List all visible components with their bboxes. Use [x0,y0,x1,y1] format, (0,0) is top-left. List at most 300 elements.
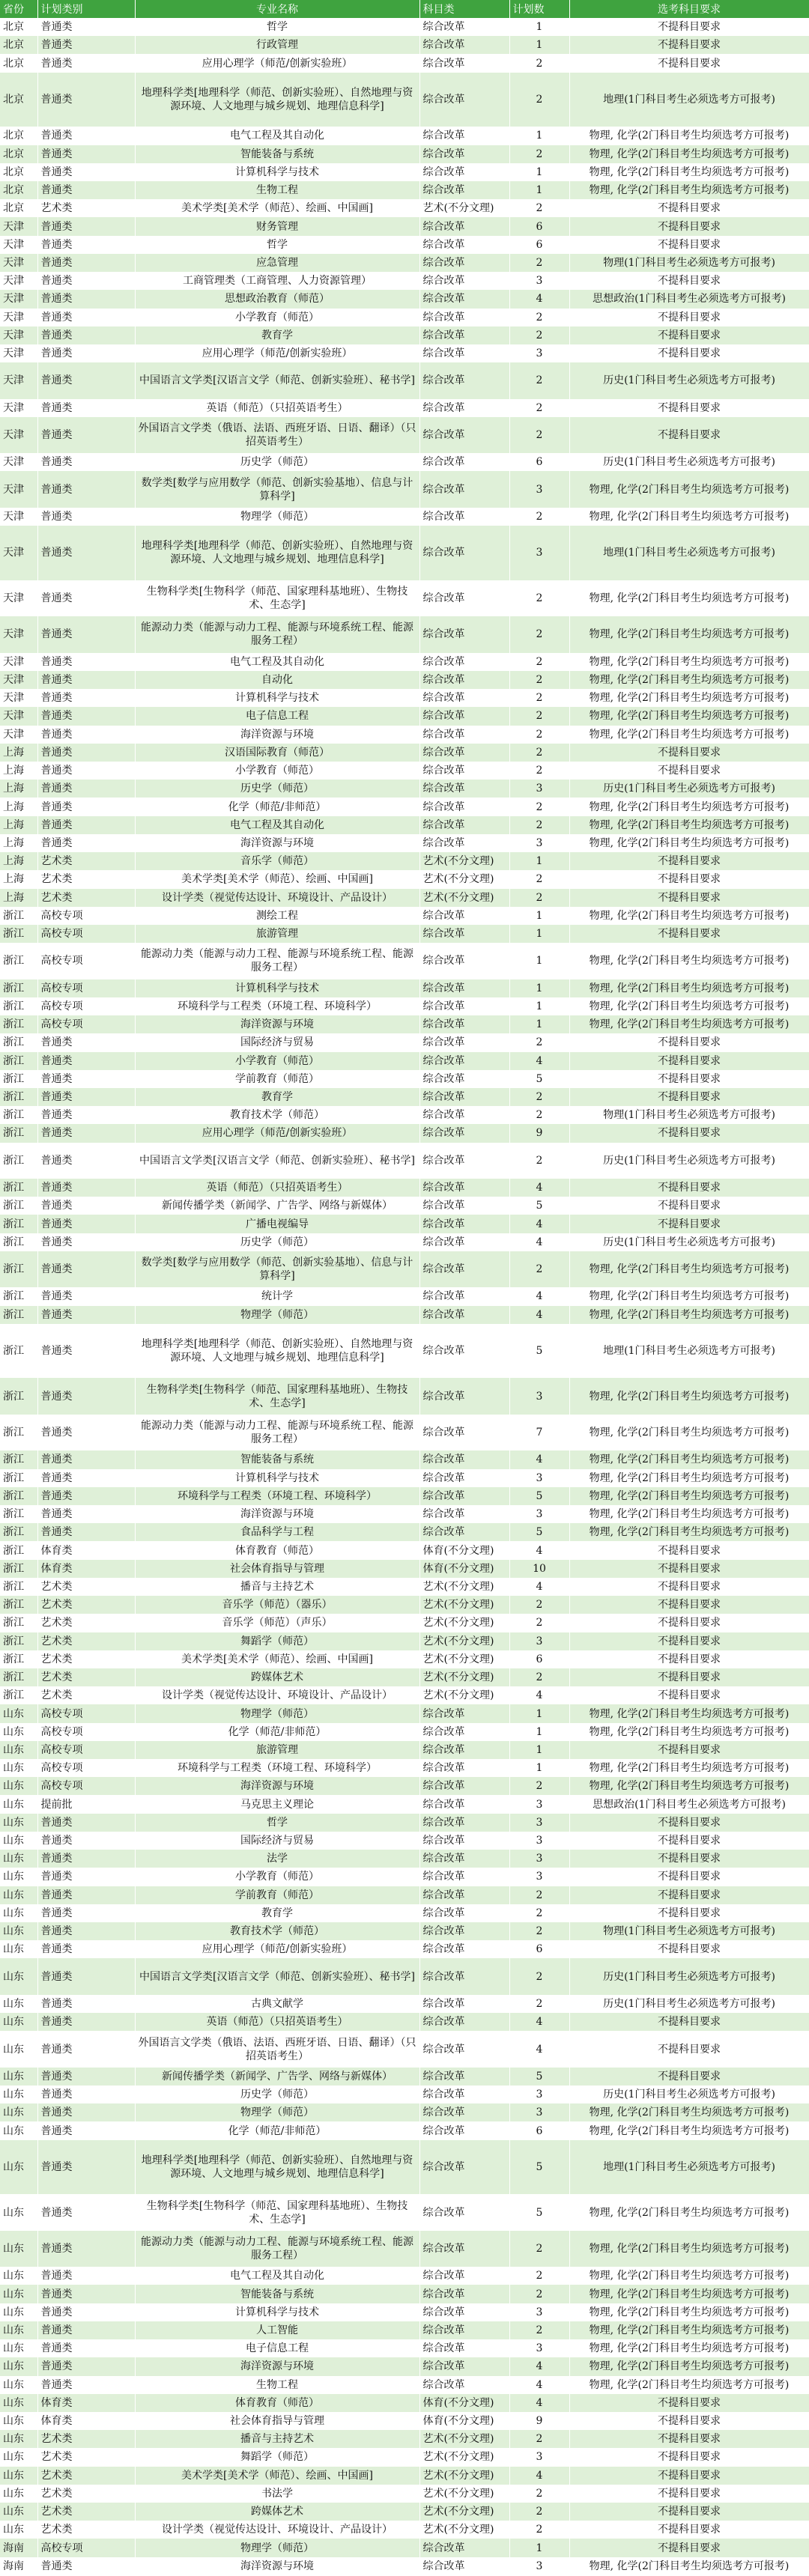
cell-province: 海南 [0,2539,37,2557]
table-row [0,2467,809,2485]
table-row [0,1723,809,1741]
cell-province: 山东 [0,2140,37,2195]
cell-plan-type: 高校专项 [37,1015,135,1033]
cell-plan-count: 5 [509,1487,569,1505]
cell-subject-category: 综合改革 [419,2339,509,2357]
cell-subject-requirement: 不提科目要求 [569,1033,809,1051]
cell-subject-category: 体育(不分文理) [419,1541,509,1559]
cell-plan-type: 普通类 [37,54,135,72]
table-row [0,1378,809,1414]
cell-plan-type: 普通类 [37,2231,135,2267]
cell-major: 英语（师范）（只招英语考生） [135,399,419,417]
cell-province: 天津 [0,471,37,507]
cell-major: 测绘工程 [135,907,419,925]
cell-subject-category: 综合改革 [419,508,509,526]
cell-plan-count: 3 [509,1469,569,1487]
cell-subject-category: 综合改革 [419,417,509,453]
cell-major: 哲学 [135,1814,419,1832]
cell-major: 人工智能 [135,2321,419,2339]
cell-subject-category: 艺术(不分文理) [419,2521,509,2539]
cell-subject-requirement: 物理, 化学(2门科目考生均须选考方可报考) [569,2121,809,2139]
cell-subject-requirement: 物理, 化学(2门科目考生均须选考方可报考) [569,145,809,163]
cell-subject-category: 综合改革 [419,2103,509,2121]
cell-major: 海洋资源与环境 [135,1777,419,1795]
cell-province: 山东 [0,2412,37,2430]
cell-subject-requirement: 不提科目要求 [569,1886,809,1904]
cell-plan-count: 1 [509,1723,569,1741]
cell-province: 天津 [0,508,37,526]
cell-plan-count: 9 [509,2412,569,2430]
cell-plan-count: 1 [509,1741,569,1759]
table-row [0,1487,809,1505]
table-row [0,1324,809,1379]
cell-major: 舞蹈学（师范） [135,1632,419,1650]
cell-subject-category: 综合改革 [419,1832,509,1850]
cell-plan-count: 3 [509,1814,569,1832]
cell-plan-count: 1 [509,979,569,997]
cell-plan-type: 普通类 [37,526,135,580]
cell-plan-count: 2 [509,326,569,344]
cell-subject-requirement: 历史(1门科目考生必须选考方可报考) [569,1958,809,1994]
cell-subject-requirement: 不提科目要求 [569,1868,809,1886]
cell-major: 小学教育（师范） [135,1052,419,1070]
cell-plan-type: 普通类 [37,399,135,417]
cell-plan-type: 普通类 [37,580,135,616]
cell-plan-count: 3 [509,1505,569,1523]
table-row [0,2140,809,2195]
cell-major: 电气工程及其自动化 [135,653,419,671]
header-subject-requirement: 选考科目要求 [569,0,809,18]
cell-subject-requirement: 历史(1门科目考生必须选考方可报考) [569,780,809,798]
cell-plan-type: 体育类 [37,2412,135,2430]
cell-plan-type: 普通类 [37,2357,135,2375]
cell-subject-category: 综合改革 [419,2357,509,2375]
cell-major: 哲学 [135,18,419,36]
cell-major: 新闻传播学类（新闻学、广告学、网络与新媒体） [135,1197,419,1215]
cell-subject-category: 艺术(不分文理) [419,1668,509,1686]
cell-province: 浙江 [0,1505,37,1523]
cell-major: 物理学（师范） [135,2539,419,2557]
cell-province: 山东 [0,2357,37,2375]
cell-plan-type: 普通类 [37,254,135,272]
cell-major: 行政管理 [135,36,419,54]
cell-plan-count: 2 [509,2430,569,2448]
cell-subject-category: 综合改革 [419,997,509,1015]
cell-subject-requirement: 不提科目要求 [569,217,809,235]
cell-subject-requirement: 物理, 化学(2门科目考生均须选考方可报考) [569,1251,809,1287]
table-row [0,1904,809,1922]
cell-subject-requirement: 物理, 化学(2门科目考生均须选考方可报考) [569,1523,809,1541]
cell-subject-requirement: 历史(1门科目考生必须选考方可报考) [569,1143,809,1179]
table-row [0,181,809,199]
cell-plan-type: 普通类 [37,1179,135,1197]
cell-province: 浙江 [0,1541,37,1559]
cell-province: 浙江 [0,1668,37,1686]
cell-subject-category: 综合改革 [419,1197,509,1215]
table-row [0,2267,809,2285]
cell-province: 浙江 [0,1233,37,1251]
cell-province: 山东 [0,2303,37,2321]
cell-province: 浙江 [0,1287,37,1305]
cell-subject-requirement: 物理, 化学(2门科目考生均须选考方可报考) [569,471,809,507]
cell-province: 浙江 [0,1578,37,1596]
cell-plan-count: 2 [509,2321,569,2339]
cell-province: 浙江 [0,1251,37,1287]
cell-subject-requirement: 不提科目要求 [569,1541,809,1559]
cell-major: 体育教育（师范） [135,1541,419,1559]
cell-plan-type: 艺术类 [37,852,135,870]
cell-major: 旅游管理 [135,1741,419,1759]
cell-plan-type: 普通类 [37,780,135,798]
cell-plan-type: 普通类 [37,2376,135,2394]
cell-major: 海洋资源与环境 [135,834,419,852]
cell-province: 上海 [0,816,37,834]
cell-plan-count: 2 [509,1668,569,1686]
table-row [0,2521,809,2539]
cell-plan-count: 3 [509,780,569,798]
cell-plan-count: 6 [509,1940,569,1958]
table-row [0,744,809,762]
cell-subject-category: 综合改革 [419,1940,509,1958]
table-row [0,1415,809,1450]
cell-plan-count: 1 [509,127,569,145]
cell-major: 古典文献学 [135,1995,419,2013]
table-row [0,199,809,217]
table-row [0,1469,809,1487]
cell-subject-requirement: 不提科目要求 [569,399,809,417]
table-row [0,1306,809,1324]
cell-plan-type: 艺术类 [37,1614,135,1632]
cell-province: 上海 [0,870,37,888]
cell-major: 教育学 [135,1904,419,1922]
cell-subject-category: 综合改革 [419,1777,509,1795]
cell-plan-type: 普通类 [37,1143,135,1179]
cell-subject-requirement: 不提科目要求 [569,272,809,290]
cell-plan-count: 3 [509,2103,569,2121]
cell-plan-type: 普通类 [37,471,135,507]
cell-major: 音乐学（师范） [135,852,419,870]
cell-province: 天津 [0,453,37,471]
cell-province: 天津 [0,290,37,308]
cell-plan-count: 2 [509,399,569,417]
cell-subject-category: 综合改革 [419,2557,509,2575]
cell-province: 浙江 [0,1487,37,1505]
table-row [0,653,809,671]
cell-subject-category: 综合改革 [419,616,509,652]
cell-major: 自动化 [135,671,419,689]
table-row [0,1197,809,1215]
cell-major: 外国语言文学类（俄语、法语、西班牙语、日语、翻译）（只招英语考生） [135,2031,419,2067]
cell-plan-type: 普通类 [37,2013,135,2031]
cell-province: 上海 [0,762,37,780]
cell-major: 学前教育（师范） [135,1070,419,1088]
table-row [0,2485,809,2503]
cell-plan-count: 4 [509,1052,569,1070]
cell-subject-requirement: 不提科目要求 [569,199,809,217]
table-row [0,1287,809,1305]
table-row [0,145,809,163]
cell-plan-type: 高校专项 [37,997,135,1015]
cell-plan-type: 普通类 [37,1106,135,1124]
cell-province: 浙江 [0,979,37,997]
cell-plan-type: 普通类 [37,653,135,671]
cell-plan-count: 3 [509,2086,569,2103]
cell-major: 计算机科学与技术 [135,689,419,707]
cell-plan-count: 5 [509,1070,569,1088]
table-row [0,362,809,398]
cell-subject-requirement: 不提科目要求 [569,1578,809,1596]
cell-major: 食品科学与工程 [135,1523,419,1541]
cell-subject-category: 综合改革 [419,1233,509,1251]
table-row [0,2285,809,2303]
cell-subject-requirement: 不提科目要求 [569,744,809,762]
table-row [0,417,809,453]
cell-plan-count: 4 [509,2013,569,2031]
cell-province: 天津 [0,362,37,398]
cell-subject-category: 综合改革 [419,979,509,997]
cell-major: 工商管理类（工商管理、人力资源管理） [135,272,419,290]
cell-plan-type: 普通类 [37,1922,135,1940]
cell-major: 国际经济与贸易 [135,1033,419,1051]
cell-province: 山东 [0,1795,37,1813]
cell-plan-count: 3 [509,1832,569,1850]
cell-plan-type: 高校专项 [37,907,135,925]
cell-plan-count: 3 [509,344,569,362]
table-row [0,1850,809,1868]
cell-subject-category: 综合改革 [419,1179,509,1197]
cell-major: 物理学（师范） [135,2103,419,2121]
cell-major: 海洋资源与环境 [135,726,419,744]
cell-plan-type: 艺术类 [37,2448,135,2466]
cell-subject-category: 体育(不分文理) [419,2412,509,2430]
cell-province: 山东 [0,2285,37,2303]
cell-subject-requirement: 物理, 化学(2门科目考生均须选考方可报考) [569,616,809,652]
cell-major: 中国语言文学类[汉语言文学（师范、创新实验班）、秘书学] [135,1143,419,1179]
cell-major: 广播电视编导 [135,1215,419,1233]
table-row [0,1922,809,1940]
table-row [0,1070,809,1088]
cell-subject-category: 综合改革 [419,1088,509,1106]
cell-subject-category: 综合改革 [419,127,509,145]
cell-plan-type: 艺术类 [37,1686,135,1704]
cell-plan-type: 普通类 [37,1995,135,2013]
cell-province: 山东 [0,2194,37,2230]
cell-subject-requirement: 物理, 化学(2门科目考生均须选考方可报考) [569,1505,809,1523]
cell-plan-type: 普通类 [37,834,135,852]
cell-subject-requirement: 不提科目要求 [569,344,809,362]
cell-plan-type: 普通类 [37,1415,135,1450]
cell-subject-category: 综合改革 [419,925,509,943]
cell-plan-count: 2 [509,2231,569,2267]
table-row [0,1940,809,1958]
cell-subject-requirement: 不提科目要求 [569,852,809,870]
cell-plan-type: 普通类 [37,616,135,652]
cell-subject-category: 综合改革 [419,1995,509,2013]
cell-subject-category: 综合改革 [419,290,509,308]
table-row [0,762,809,780]
table-row [0,1868,809,1886]
table-row [0,2103,809,2121]
cell-subject-requirement: 物理, 化学(2门科目考生均须选考方可报考) [569,2357,809,2375]
cell-province: 山东 [0,2430,37,2448]
cell-province: 山东 [0,1704,37,1722]
cell-major: 中国语言文学类[汉语言文学（师范、创新实验班）、秘书学] [135,362,419,398]
cell-province: 浙江 [0,1415,37,1450]
cell-subject-requirement: 不提科目要求 [569,1741,809,1759]
table-row [0,1668,809,1686]
cell-subject-requirement: 不提科目要求 [569,18,809,36]
cell-province: 北京 [0,73,37,127]
cell-province: 浙江 [0,1088,37,1106]
cell-plan-type: 普通类 [37,2031,135,2067]
table-row [0,907,809,925]
cell-plan-count: 2 [509,870,569,888]
cell-plan-count: 1 [509,925,569,943]
cell-subject-category: 综合改革 [419,2321,509,2339]
cell-subject-requirement: 物理(1门科目考生必须选考方可报考) [569,254,809,272]
cell-subject-category: 艺术(不分文理) [419,889,509,907]
cell-plan-type: 普通类 [37,1814,135,1832]
cell-plan-count: 2 [509,798,569,815]
cell-major: 数学类[数学与应用数学（师范、创新实验基地）、信息与计算科学] [135,1251,419,1287]
cell-subject-category: 综合改革 [419,1759,509,1777]
cell-major: 设计学类（视觉传达设计、环境设计、产品设计） [135,1686,419,1704]
cell-province: 山东 [0,2485,37,2503]
table-row [0,2339,809,2357]
table-row [0,798,809,815]
table-row [0,2357,809,2375]
cell-subject-category: 艺术(不分文理) [419,852,509,870]
table-row [0,1958,809,1994]
table-row [0,309,809,326]
cell-province: 浙江 [0,1596,37,1614]
cell-subject-requirement: 历史(1门科目考生必须选考方可报考) [569,362,809,398]
cell-subject-requirement: 不提科目要求 [569,1560,809,1578]
cell-subject-category: 综合改革 [419,2539,509,2557]
cell-plan-type: 高校专项 [37,1759,135,1777]
cell-subject-category: 综合改革 [419,816,509,834]
table-row [0,1632,809,1650]
cell-plan-count: 3 [509,1850,569,1868]
cell-plan-type: 普通类 [37,1904,135,1922]
cell-plan-count: 6 [509,236,569,254]
cell-plan-count: 4 [509,290,569,308]
cell-province: 上海 [0,780,37,798]
cell-province: 天津 [0,526,37,580]
cell-plan-type: 艺术类 [37,1668,135,1686]
cell-plan-type: 普通类 [37,798,135,815]
cell-subject-category: 综合改革 [419,1052,509,1070]
cell-plan-count: 3 [509,2557,569,2575]
table-row [0,1251,809,1287]
table-row [0,2121,809,2139]
header-row [0,0,809,18]
cell-major: 汉语国际教育（师范） [135,744,419,762]
table-row [0,1832,809,1850]
cell-plan-count: 5 [509,2068,569,2086]
table-row [0,816,809,834]
cell-plan-type: 普通类 [37,1958,135,1994]
table-row [0,2376,809,2394]
cell-subject-requirement: 历史(1门科目考生必须选考方可报考) [569,453,809,471]
cell-plan-type: 普通类 [37,1215,135,1233]
table-body [0,18,809,2575]
cell-subject-category: 综合改革 [419,2231,509,2267]
cell-province: 北京 [0,36,37,54]
cell-subject-requirement: 物理, 化学(2门科目考生均须选考方可报考) [569,2376,809,2394]
table-row [0,1033,809,1051]
cell-plan-count: 2 [509,816,569,834]
cell-province: 山东 [0,2086,37,2103]
cell-province: 山东 [0,1741,37,1759]
cell-major: 外国语言文学类（俄语、法语、西班牙语、日语、翻译）（只招英语考生） [135,417,419,453]
cell-subject-requirement: 物理, 化学(2门科目考生均须选考方可报考) [569,834,809,852]
cell-subject-requirement: 不提科目要求 [569,1850,809,1868]
cell-plan-type: 普通类 [37,1523,135,1541]
cell-plan-type: 普通类 [37,2086,135,2103]
cell-major: 地理科学类[地理科学（师范、创新实验班）、自然地理与资源环境、人文地理与城乡规划、地理信息科学] [135,2140,419,2195]
cell-subject-category: 综合改革 [419,1306,509,1324]
cell-plan-type: 普通类 [37,1251,135,1287]
table-header [0,0,809,18]
cell-plan-type: 普通类 [37,2303,135,2321]
table-row [0,290,809,308]
cell-plan-count: 2 [509,1958,569,1994]
cell-subject-requirement: 物理, 化学(2门科目考生均须选考方可报考) [569,1723,809,1741]
cell-plan-count: 2 [509,889,569,907]
cell-province: 天津 [0,254,37,272]
table-row [0,943,809,979]
cell-subject-requirement: 物理, 化学(2门科目考生均须选考方可报考) [569,997,809,1015]
cell-province: 浙江 [0,1215,37,1233]
cell-major: 设计学类（视觉传达设计、环境设计、产品设计） [135,889,419,907]
cell-plan-type: 普通类 [37,163,135,181]
table-row [0,671,809,689]
cell-subject-requirement: 不提科目要求 [569,2485,809,2503]
cell-major: 海洋资源与环境 [135,2357,419,2375]
cell-province: 山东 [0,1940,37,1958]
cell-major: 物理学（师范） [135,508,419,526]
table-row [0,580,809,616]
cell-plan-count: 2 [509,762,569,780]
cell-province: 天津 [0,309,37,326]
cell-plan-type: 普通类 [37,2285,135,2303]
cell-plan-type: 普通类 [37,1233,135,1251]
cell-province: 浙江 [0,1070,37,1088]
cell-major: 社会体育指导与管理 [135,1560,419,1578]
cell-plan-count: 2 [509,309,569,326]
cell-subject-category: 体育(不分文理) [419,2394,509,2412]
cell-plan-count: 4 [509,2031,569,2067]
cell-subject-requirement: 物理(1门科目考生必须选考方可报考) [569,1106,809,1124]
cell-plan-count: 6 [509,2121,569,2139]
cell-subject-category: 综合改革 [419,707,509,725]
cell-subject-category: 综合改革 [419,1795,509,1813]
cell-subject-requirement: 思想政治(1门科目考生必须选考方可报考) [569,1795,809,1813]
cell-plan-count: 6 [509,217,569,235]
cell-subject-category: 综合改革 [419,1487,509,1505]
table-row [0,2086,809,2103]
table-row [0,272,809,290]
cell-province: 浙江 [0,1686,37,1704]
cell-plan-type: 普通类 [37,145,135,163]
cell-province: 浙江 [0,997,37,1015]
cell-major: 智能装备与系统 [135,1450,419,1468]
table-row [0,616,809,652]
cell-plan-type: 普通类 [37,73,135,127]
cell-plan-count: 4 [509,1686,569,1704]
cell-major: 美术学类[美术学（师范）、绘画、中国画] [135,2467,419,2485]
